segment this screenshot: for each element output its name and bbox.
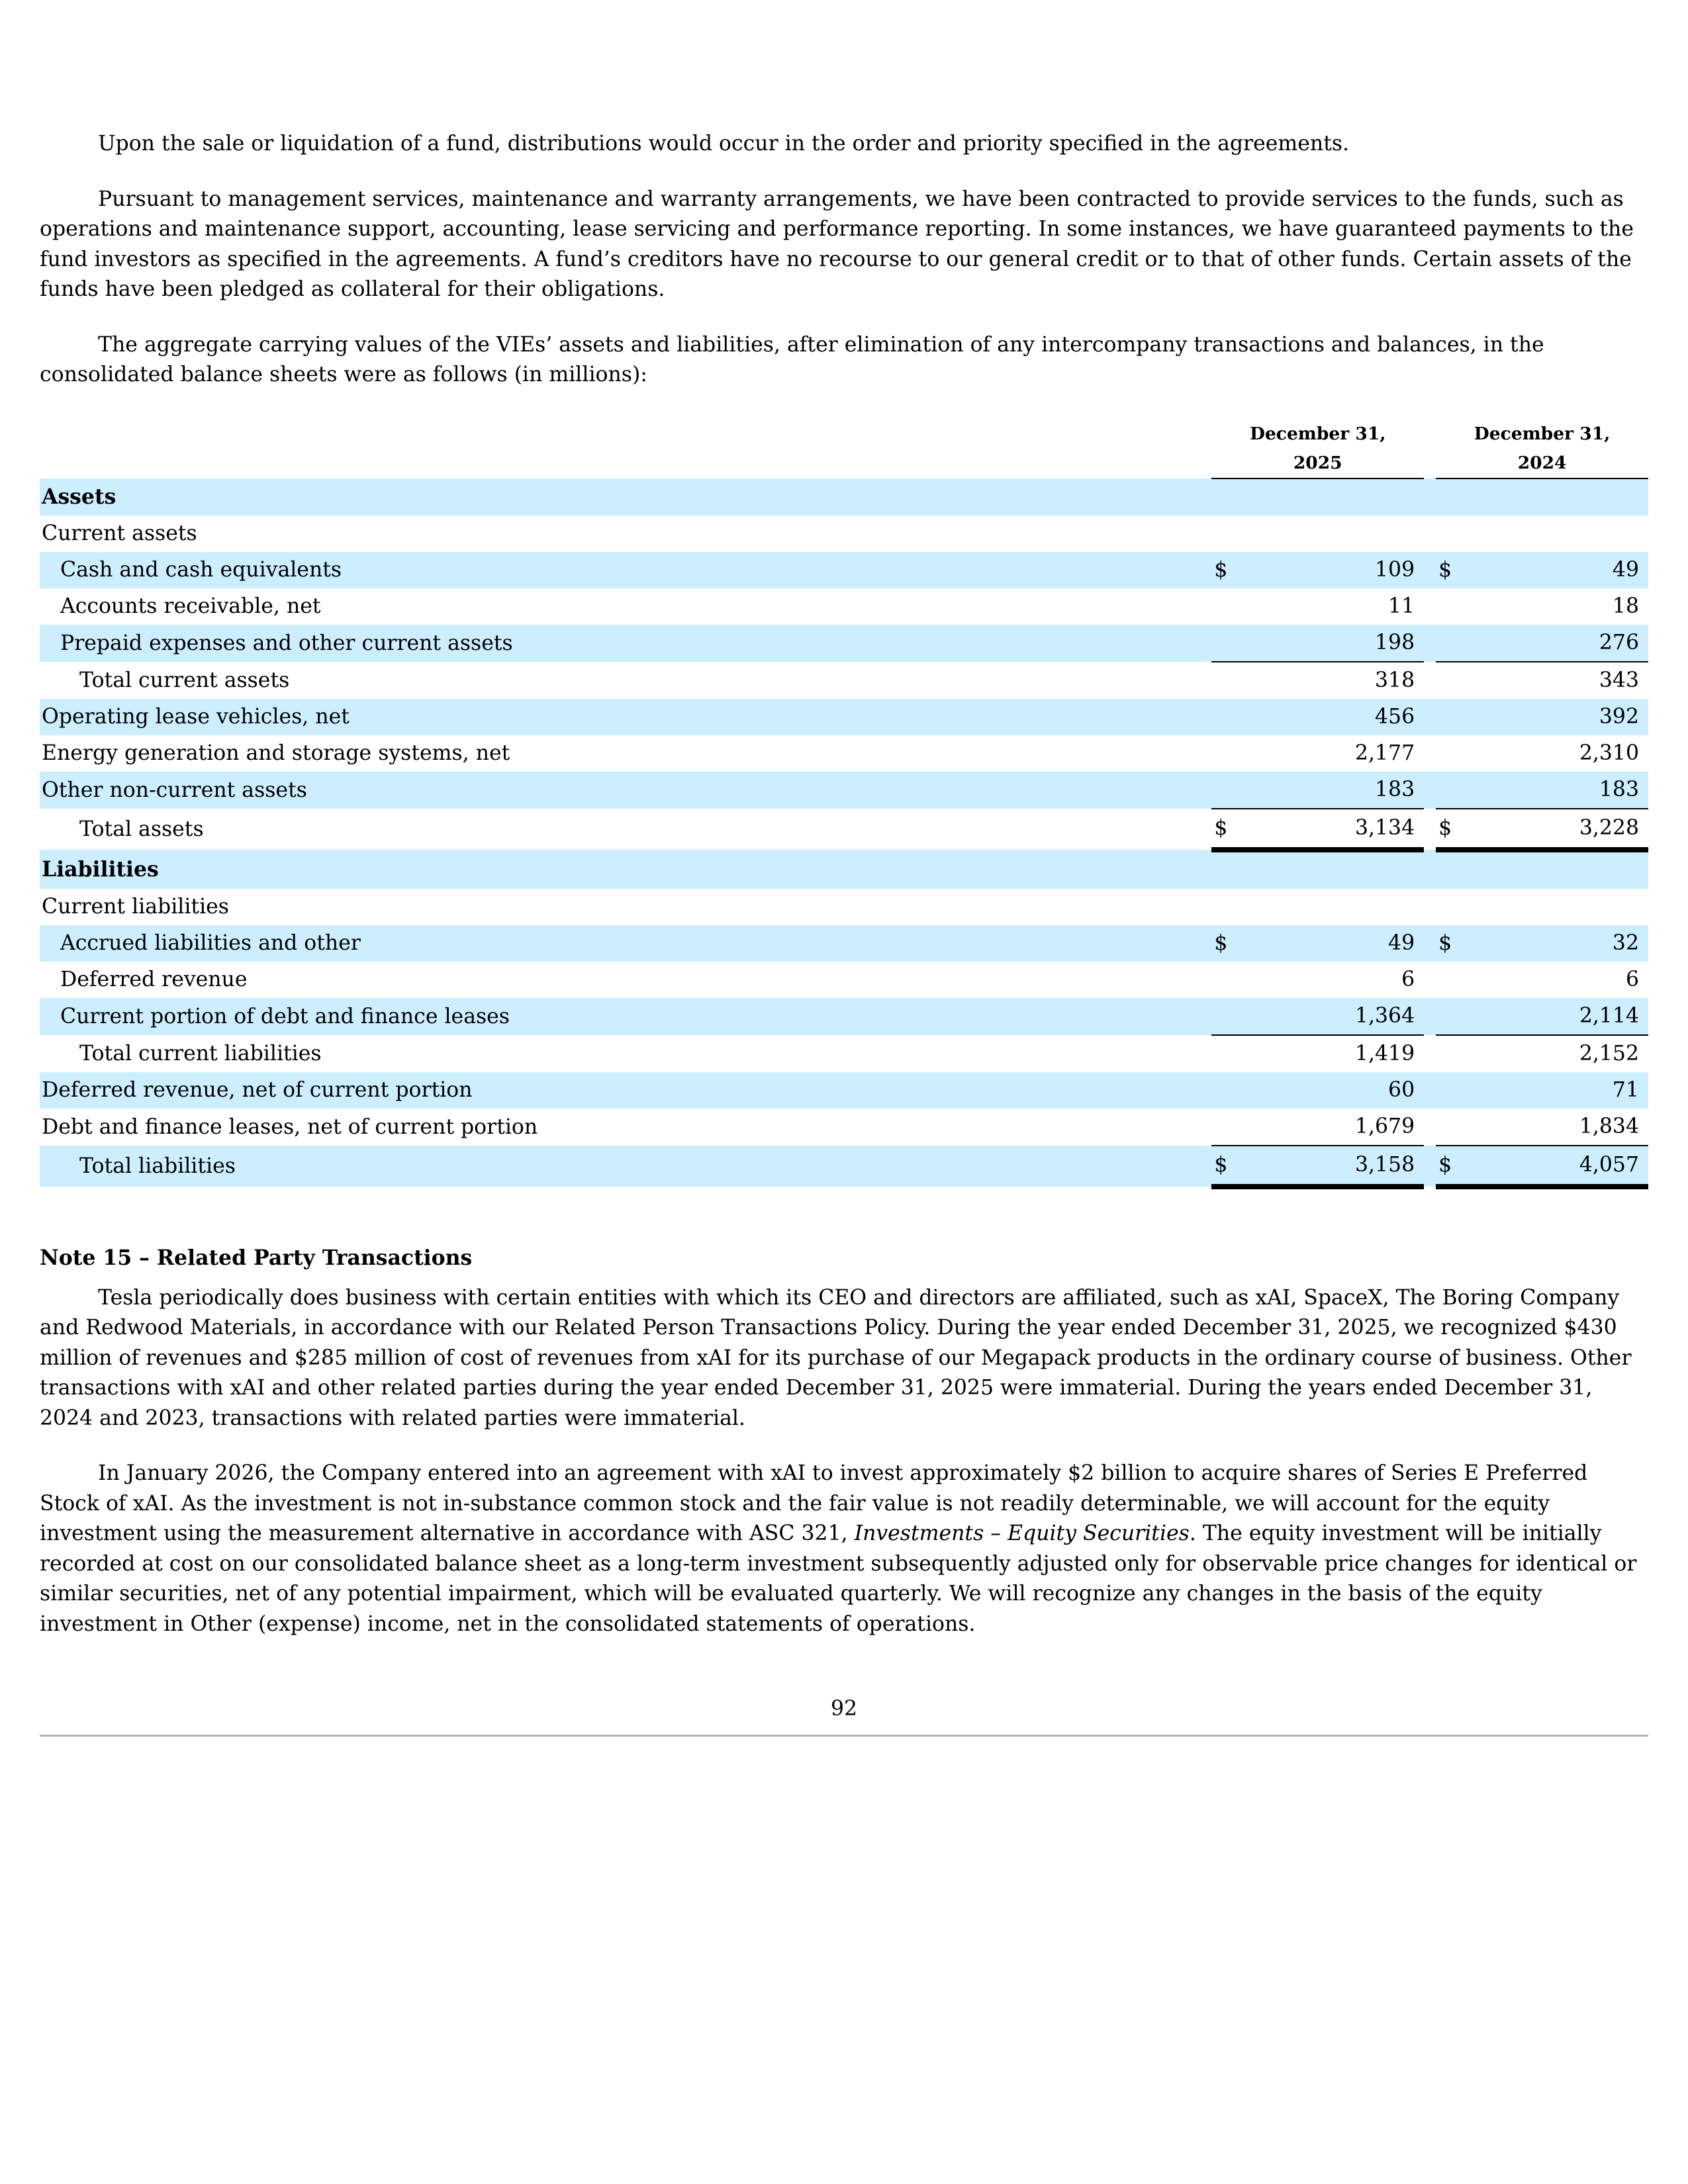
value-2024: [1436, 625, 1648, 662]
column-header-2025: December 31, 2025: [1211, 418, 1424, 478]
page-number: 92: [830, 1697, 858, 1721]
row-label: Total liabilities: [40, 1146, 1211, 1187]
table-row: [40, 925, 1648, 962]
value-2024: [1436, 1109, 1648, 1146]
vie-balance-table: [40, 418, 1648, 1189]
table-row: [40, 552, 1648, 588]
value-2024: [1436, 1072, 1648, 1109]
value-2024: [1436, 699, 1648, 735]
page-footer-rule: [40, 1735, 1648, 1737]
row-label: Total current assets: [79, 668, 290, 692]
value-2025: [1211, 962, 1424, 998]
value-2025: [1211, 625, 1424, 662]
table-row: [40, 889, 1648, 925]
table-row: [40, 662, 1648, 699]
table-header-row: [40, 418, 1648, 478]
amount: 1,834: [1579, 1115, 1639, 1138]
amount: 318: [1375, 668, 1415, 692]
value-2025: [1211, 478, 1424, 516]
value-2025: [1211, 1072, 1424, 1109]
value-2024: [1436, 588, 1648, 625]
value-2024: [1436, 662, 1648, 699]
amount: 4,057: [1579, 1153, 1639, 1177]
dollar-sign: $: [1214, 1153, 1228, 1177]
row-label: Cash and cash equivalents: [40, 552, 1211, 588]
amount: 343: [1599, 668, 1639, 692]
value-2024: [1436, 1146, 1648, 1187]
amount: 1,419: [1354, 1042, 1415, 1066]
table-row: [40, 1072, 1648, 1109]
paragraph-xai-investment: In January 2026, the Company entered into an agreement with xAI to invest approximately $2 billion to acquire shares of Series E Preferred Stock of xAI. As the investment is not in-substance common stock and the fair value is not readily determinable, we will account for the equity investment using the measurement alternative in accordance with ASC 321, Investments – Equity Securities. The equity investment will be initially recorded at cost on our consolidated balance sheet as a long-term investment subsequently adjusted only for observable price changes for identical or similar securities, net of any potential impairment, which will be evaluated quarterly. We will recognize any changes in the basis of the equity investment in Other (expense) income, net in the consolidated statements of operations.: [40, 1461, 1637, 1636]
table-row: [40, 516, 1648, 552]
table-row: [40, 962, 1648, 998]
row-label: Accrued liabilities and other: [40, 925, 1211, 962]
value-2024: [1436, 478, 1648, 516]
amount: 276: [1599, 631, 1639, 655]
amount: 49: [1388, 931, 1415, 955]
amount: 183: [1599, 778, 1639, 801]
amount: 456: [1375, 705, 1415, 729]
amount: 392: [1599, 705, 1639, 729]
value-2024: [1436, 889, 1648, 925]
value-2024: [1436, 962, 1648, 998]
column-header-2024: December 31, 2024: [1436, 418, 1648, 478]
row-label: Deferred revenue, net of current portion: [40, 1072, 1211, 1109]
amount: 3,228: [1579, 816, 1639, 840]
dollar-sign: $: [1214, 558, 1228, 582]
value-2025: [1211, 925, 1424, 962]
document-page: [40, 129, 1648, 1639]
value-2024: [1436, 516, 1648, 552]
table-row: [40, 809, 1648, 850]
amount: 2,152: [1579, 1042, 1639, 1066]
dollar-sign: $: [1438, 558, 1452, 582]
value-2025: [1211, 516, 1424, 552]
value-2025: [1211, 772, 1424, 809]
value-2025: [1211, 850, 1424, 889]
value-2024: [1436, 552, 1648, 588]
row-label: Current liabilities: [42, 895, 229, 919]
value-2025: [1211, 552, 1424, 588]
row-label: Total current liabilities: [79, 1041, 322, 1066]
row-label: Prepaid expenses and other current assets: [40, 625, 1211, 662]
table-row: [40, 998, 1648, 1035]
amount: 71: [1612, 1078, 1639, 1102]
table-row: [40, 1109, 1648, 1146]
dollar-sign: $: [1438, 1153, 1452, 1177]
value-2024: [1436, 772, 1648, 809]
amount: 198: [1375, 631, 1415, 655]
row-label: Debt and finance leases, net of current portion: [42, 1115, 538, 1139]
table-row: [40, 588, 1648, 625]
amount: 49: [1612, 558, 1639, 582]
dollar-sign: $: [1438, 816, 1452, 840]
dollar-sign: $: [1214, 931, 1228, 955]
amount: 183: [1375, 778, 1415, 801]
value-2024: [1436, 998, 1648, 1035]
paragraph-management-services: Pursuant to management services, maintenance and warranty arrangements, we have been contracted to provide services to the funds, such as operations and maintenance support, accounting, lease servicing and performance reporting. In some instances, we have guaranteed payments to the fund investors as specified in the agreements. A fund’s creditors have no recourse to our general credit or to that of other funds. Certain assets of the funds have been pledged as collateral for their obligations.: [40, 187, 1634, 301]
table-row: [40, 1146, 1648, 1187]
amount: 1,679: [1354, 1115, 1415, 1138]
amount: 3,158: [1354, 1153, 1415, 1177]
value-2025: [1211, 1146, 1424, 1187]
table-row: [40, 699, 1648, 735]
row-label: Deferred revenue: [60, 968, 248, 991]
paragraph-related-party: Tesla periodically does business with certain entities with which its CEO and directors are affiliated, such as xAI, SpaceX, The Boring Company and Redwood Materials, in accordance with our Related Person Transactions Policy. During the year ended December 31, 2025, we recognized $430 million of revenues and $285 million of cost of revenues from xAI for its purchase of our Megapack products in the ordinary course of business. Other transactions with xAI and other related parties during the year ended December 31, 2025 were immaterial. During the years ended December 31, 2024 and 2023, transactions with related parties were immaterial.: [40, 1285, 1632, 1430]
row-label: Energy generation and storage systems, net: [42, 741, 510, 765]
amount: 2,177: [1354, 741, 1415, 765]
amount: 3,134: [1354, 816, 1415, 840]
value-2025: [1211, 998, 1424, 1035]
amount: 2,310: [1579, 741, 1639, 765]
row-label: Assets: [40, 478, 1211, 516]
value-2024: [1436, 1035, 1648, 1072]
value-2025: [1211, 699, 1424, 735]
value-2025: [1211, 735, 1424, 772]
row-label: Accounts receivable, net: [60, 594, 321, 618]
amount: 6: [1401, 968, 1415, 991]
value-2024: [1436, 850, 1648, 889]
table-row: [40, 1035, 1648, 1072]
table-row: [40, 735, 1648, 772]
row-label: Current assets: [42, 522, 197, 545]
table-row: [40, 772, 1648, 809]
dollar-sign: $: [1214, 816, 1228, 840]
value-2025: [1211, 889, 1424, 925]
value-2025: [1211, 588, 1424, 625]
row-label: Operating lease vehicles, net: [40, 699, 1211, 735]
row-label: Current portion of debt and finance leases: [40, 998, 1211, 1035]
amount: 2,114: [1579, 1004, 1639, 1028]
amount: 32: [1612, 931, 1639, 955]
table-row: [40, 850, 1648, 889]
value-2025: [1211, 662, 1424, 699]
value-2025: [1211, 809, 1424, 850]
value-2024: [1436, 809, 1648, 850]
note-15-heading: Note 15 – Related Party Transactions: [40, 1245, 473, 1270]
amount: 1,364: [1354, 1004, 1415, 1028]
amount: 11: [1388, 594, 1415, 618]
amount: 60: [1388, 1078, 1415, 1102]
row-label: Total assets: [79, 817, 204, 841]
value-2025: [1211, 1109, 1424, 1146]
amount: 109: [1375, 558, 1415, 582]
dollar-sign: $: [1438, 931, 1452, 955]
row-label: Other non-current assets: [40, 772, 1211, 809]
value-2025: [1211, 1035, 1424, 1072]
paragraph-fund-liquidation: Upon the sale or liquidation of a fund, distributions would occur in the order and priority specified in the agreements.: [98, 132, 1350, 156]
table-row: [40, 478, 1648, 516]
value-2024: [1436, 735, 1648, 772]
value-2024: [1436, 925, 1648, 962]
paragraph-aggregate-values: The aggregate carrying values of the VIEs’ assets and liabilities, after elimination of any intercompany transactions and balances, in the consolidated balance sheets were as follows (in millions):: [40, 332, 1544, 387]
amount: 6: [1625, 968, 1639, 991]
table-row: [40, 625, 1648, 662]
amount: 18: [1612, 594, 1639, 618]
row-label: Liabilities: [40, 850, 1211, 889]
